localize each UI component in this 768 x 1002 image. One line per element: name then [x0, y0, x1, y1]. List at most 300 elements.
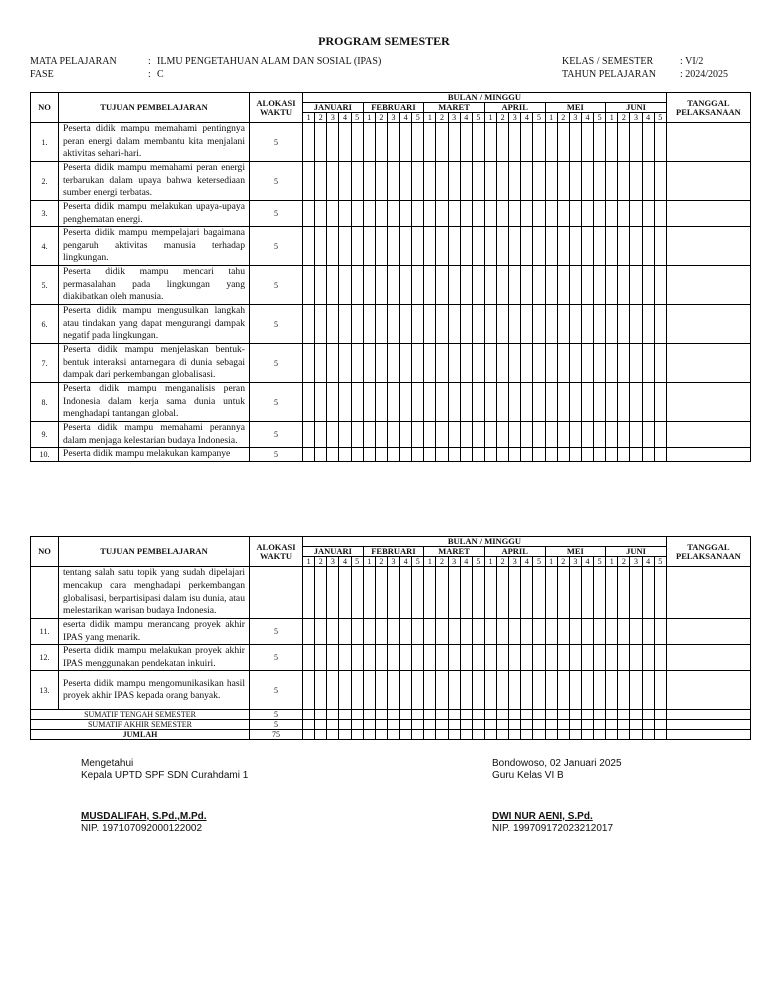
schedule-cell: [472, 422, 484, 448]
schedule-cell: [327, 305, 339, 344]
tanggal-cell: [666, 123, 750, 162]
table-row: [31, 344, 751, 383]
schedule-cell: [545, 671, 557, 710]
summary-label: SUMATIF AKHIR SEMESTER: [31, 720, 250, 730]
signature-left-name: MUSDALIFAH, S.Pd.,M.Pd.: [81, 811, 207, 822]
schedule-cell: [557, 619, 569, 645]
schedule-cell: [375, 567, 387, 619]
tujuan-text: Peserta didik mampu mencari tahu permasalahan pada lingkungan yang diakibatkan oleh manusia.: [59, 266, 250, 305]
schedule-cell: [606, 619, 618, 645]
schedule-cell: [363, 383, 375, 422]
schedule-cell: [472, 201, 484, 227]
schedule-cell: [569, 730, 581, 740]
schedule-cell: [484, 567, 496, 619]
table-row: [31, 162, 751, 201]
schedule-cell: [642, 422, 654, 448]
schedule-cell: [400, 227, 412, 266]
schedule-cell: [315, 123, 327, 162]
header-week: 5: [412, 557, 424, 567]
schedule-cell: [606, 730, 618, 740]
schedule-cell: [315, 422, 327, 448]
header-week: 2: [557, 557, 569, 567]
schedule-cell: [521, 123, 533, 162]
schedule-cell: [303, 162, 315, 201]
schedule-cell: [400, 645, 412, 671]
schedule-cell: [303, 266, 315, 305]
schedule-cell: [557, 422, 569, 448]
schedule-cell: [618, 201, 630, 227]
schedule-cell: [400, 123, 412, 162]
header-month: MARET: [424, 103, 485, 113]
schedule-cell: [424, 710, 436, 720]
header-week: 2: [436, 113, 448, 123]
schedule-cell: [472, 671, 484, 710]
schedule-cell: [642, 305, 654, 344]
schedule-cell: [606, 123, 618, 162]
schedule-cell: [363, 645, 375, 671]
schedule-cell: [472, 344, 484, 383]
schedule-cell: [327, 383, 339, 422]
schedule-cell: [594, 567, 606, 619]
schedule-cell: [436, 305, 448, 344]
header-week: 3: [509, 557, 521, 567]
schedule-cell: [630, 383, 642, 422]
schedule-cell: [375, 305, 387, 344]
alokasi-value: [250, 567, 303, 619]
schedule-cell: [497, 266, 509, 305]
schedule-cell: [339, 422, 351, 448]
schedule-cell: [606, 448, 618, 462]
table-row: [31, 227, 751, 266]
schedule-cell: [400, 671, 412, 710]
schedule-cell: [400, 567, 412, 619]
header-week: 4: [642, 113, 654, 123]
schedule-cell: [472, 383, 484, 422]
schedule-cell: [363, 162, 375, 201]
header-week: 3: [387, 113, 399, 123]
tujuan-text: eserta didik mampu merancang proyek akhir IPAS yang menarik.: [59, 619, 250, 645]
schedule-cell: [387, 383, 399, 422]
schedule-cell: [436, 619, 448, 645]
schedule-cell: [436, 162, 448, 201]
schedule-cell: [533, 710, 545, 720]
tanggal-cell: [666, 227, 750, 266]
schedule-cell: [363, 201, 375, 227]
schedule-cell: [303, 619, 315, 645]
schedule-cell: [339, 123, 351, 162]
header-bulan-minggu: BULAN / MINGGU: [303, 537, 667, 547]
fase-label: FASE: [30, 69, 54, 80]
header-week: 3: [448, 557, 460, 567]
schedule-cell: [521, 448, 533, 462]
schedule-cell: [497, 162, 509, 201]
schedule-cell: [436, 383, 448, 422]
header-week: 4: [400, 113, 412, 123]
schedule-cell: [303, 567, 315, 619]
schedule-cell: [606, 227, 618, 266]
schedule-cell: [484, 344, 496, 383]
header-month: APRIL: [484, 547, 545, 557]
schedule-cell: [363, 567, 375, 619]
schedule-cell: [606, 422, 618, 448]
alokasi-value: 5: [250, 448, 303, 462]
kelas-value: : VI/2: [680, 56, 704, 67]
schedule-cell: [533, 383, 545, 422]
header-month: JUNI: [606, 547, 667, 557]
schedule-cell: [521, 730, 533, 740]
schedule-cell: [387, 162, 399, 201]
schedule-cell: [448, 422, 460, 448]
schedule-cell: [400, 422, 412, 448]
schedule-cell: [460, 619, 472, 645]
signature-right: [492, 758, 622, 834]
schedule-cell: [412, 619, 424, 645]
schedule-cell: [303, 201, 315, 227]
schedule-cell: [533, 448, 545, 462]
schedule-cell: [484, 227, 496, 266]
schedule-cell: [387, 730, 399, 740]
schedule-cell: [654, 227, 666, 266]
info-right: [562, 55, 728, 81]
schedule-cell: [545, 201, 557, 227]
schedule-cell: [654, 201, 666, 227]
schedule-cell: [327, 671, 339, 710]
schedule-cell: [497, 305, 509, 344]
schedule-cell: [327, 448, 339, 462]
schedule-cell: [569, 305, 581, 344]
schedule-cell: [460, 720, 472, 730]
alokasi-value: 5: [250, 162, 303, 201]
header-week: 3: [630, 557, 642, 567]
schedule-cell: [630, 720, 642, 730]
schedule-cell: [484, 710, 496, 720]
alokasi-value: 5: [250, 227, 303, 266]
schedule-cell: [448, 645, 460, 671]
schedule-cell: [387, 645, 399, 671]
schedule-cell: [642, 266, 654, 305]
table-row: [31, 123, 751, 162]
schedule-cell: [327, 730, 339, 740]
header-week: 5: [412, 113, 424, 123]
signature-left-line1: Mengetahui: [81, 758, 134, 769]
schedule-cell: [630, 201, 642, 227]
schedule-cell: [448, 730, 460, 740]
schedule-cell: [363, 123, 375, 162]
header-week: 5: [654, 557, 666, 567]
schedule-cell: [533, 422, 545, 448]
schedule-cell: [400, 162, 412, 201]
schedule-cell: [581, 645, 593, 671]
signature-right-name: DWI NUR AENI, S.Pd.: [492, 811, 593, 822]
schedule-cell: [303, 671, 315, 710]
schedule-cell: [545, 567, 557, 619]
schedule-cell: [484, 730, 496, 740]
header-week: 5: [533, 557, 545, 567]
schedule-cell: [594, 619, 606, 645]
schedule-cell: [606, 266, 618, 305]
schedule-cell: [339, 344, 351, 383]
schedule-cell: [315, 720, 327, 730]
row-number: 6.: [31, 305, 59, 344]
header-week: 2: [315, 113, 327, 123]
schedule-cell: [654, 266, 666, 305]
schedule-cell: [509, 123, 521, 162]
schedule-cell: [327, 123, 339, 162]
schedule-cell: [618, 619, 630, 645]
schedule-cell: [400, 201, 412, 227]
schedule-cell: [594, 730, 606, 740]
schedule-cell: [375, 383, 387, 422]
table-row: [31, 201, 751, 227]
schedule-cell: [497, 720, 509, 730]
schedule-cell: [327, 619, 339, 645]
schedule-cell: [497, 344, 509, 383]
schedule-cell: [327, 201, 339, 227]
schedule-cell: [412, 227, 424, 266]
schedule-cell: [594, 710, 606, 720]
schedule-cell: [533, 201, 545, 227]
schedule-cell: [412, 645, 424, 671]
schedule-cell: [533, 162, 545, 201]
header-week: 5: [654, 113, 666, 123]
schedule-cell: [497, 710, 509, 720]
schedule-cell: [497, 730, 509, 740]
schedule-cell: [581, 383, 593, 422]
schedule-cell: [594, 671, 606, 710]
schedule-cell: [351, 448, 363, 462]
schedule-cell: [594, 266, 606, 305]
schedule-cell: [484, 162, 496, 201]
schedule-cell: [327, 266, 339, 305]
header-week: 1: [303, 113, 315, 123]
schedule-cell: [351, 383, 363, 422]
schedule-cell: [303, 645, 315, 671]
schedule-cell: [327, 710, 339, 720]
tanggal-cell: [666, 645, 750, 671]
schedule-cell: [339, 720, 351, 730]
schedule-cell: [484, 422, 496, 448]
schedule-cell: [448, 567, 460, 619]
schedule-cell: [400, 720, 412, 730]
header-no: NO: [31, 537, 59, 567]
schedule-cell: [460, 448, 472, 462]
schedule-cell: [387, 720, 399, 730]
schedule-cell: [521, 162, 533, 201]
schedule-cell: [436, 422, 448, 448]
header-alokasi: ALOKASI WAKTU: [250, 537, 303, 567]
fase-value: C: [157, 69, 164, 80]
schedule-cell: [545, 448, 557, 462]
tujuan-text: Peserta didik mampu memahami pentingnya peran energi dalam membantu kita menjalani aktivitas sehari-hari.: [59, 123, 250, 162]
schedule-cell: [303, 730, 315, 740]
schedule-cell: [412, 422, 424, 448]
schedule-cell: [460, 227, 472, 266]
schedule-cell: [642, 645, 654, 671]
schedule-cell: [375, 201, 387, 227]
header-month: FEBRUARI: [363, 547, 424, 557]
schedule-cell: [412, 162, 424, 201]
schedule-cell: [363, 720, 375, 730]
table-row: [31, 448, 751, 462]
schedule-cell: [363, 730, 375, 740]
schedule-cell: [569, 201, 581, 227]
schedule-cell: [545, 123, 557, 162]
schedule-cell: [545, 162, 557, 201]
schedule-cell: [642, 720, 654, 730]
schedule-cell: [375, 619, 387, 645]
schedule-cell: [569, 162, 581, 201]
info-left: MATA PELAJARAN : ILMU PENGETAHUAN ALAM DAN SOSIAL (IPAS) FASE : C: [30, 56, 382, 80]
signature-right-line1: Bondowoso, 02 Januari 2025: [492, 758, 622, 769]
schedule-cell: [363, 422, 375, 448]
header-month: JANUARI: [303, 547, 364, 557]
schedule-cell: [654, 422, 666, 448]
schedule-cell: [581, 344, 593, 383]
schedule-cell: [303, 227, 315, 266]
header-week: 1: [606, 113, 618, 123]
schedule-cell: [315, 383, 327, 422]
schedule-cell: [303, 710, 315, 720]
tahun-value: : 2024/2025: [680, 69, 729, 80]
schedule-cell: [484, 645, 496, 671]
schedule-cell: [387, 422, 399, 448]
schedule-cell: [448, 266, 460, 305]
header-week: 2: [618, 113, 630, 123]
header-alokasi: ALOKASI WAKTU: [250, 93, 303, 123]
table-row: [31, 422, 751, 448]
table-row: [31, 383, 751, 422]
row-number: 7.: [31, 344, 59, 383]
schedule-cell: [424, 383, 436, 422]
schedule-cell: [412, 730, 424, 740]
schedule-cell: [630, 227, 642, 266]
schedule-cell: [363, 344, 375, 383]
row-number: 5.: [31, 266, 59, 305]
program-table-2: [30, 536, 751, 740]
tanggal-cell: [666, 671, 750, 710]
schedule-cell: [315, 227, 327, 266]
schedule-cell: [654, 730, 666, 740]
row-number: 10.: [31, 448, 59, 462]
schedule-cell: [400, 344, 412, 383]
schedule-cell: [654, 619, 666, 645]
schedule-cell: [618, 227, 630, 266]
schedule-cell: [606, 567, 618, 619]
schedule-cell: [460, 201, 472, 227]
schedule-cell: [594, 201, 606, 227]
schedule-cell: [339, 730, 351, 740]
schedule-cell: [654, 162, 666, 201]
schedule-cell: [545, 422, 557, 448]
schedule-cell: [387, 448, 399, 462]
schedule-cell: [557, 567, 569, 619]
schedule-cell: [412, 305, 424, 344]
schedule-cell: [375, 266, 387, 305]
schedule-cell: [581, 619, 593, 645]
schedule-cell: [387, 123, 399, 162]
schedule-cell: [630, 305, 642, 344]
table-row: [31, 671, 751, 710]
schedule-cell: [484, 720, 496, 730]
header-month: JUNI: [606, 103, 667, 113]
schedule-cell: [448, 619, 460, 645]
schedule-cell: [509, 710, 521, 720]
schedule-cell: [351, 671, 363, 710]
schedule-cell: [581, 227, 593, 266]
schedule-cell: [642, 710, 654, 720]
header-week: 2: [436, 557, 448, 567]
schedule-cell: [569, 720, 581, 730]
schedule-cell: [448, 720, 460, 730]
tujuan-text: Peserta didik mampu mengusulkan langkah atau tindakan yang dapat mengurangi dampak negatif pada lingkungan.: [59, 305, 250, 344]
header-month: APRIL: [484, 103, 545, 113]
schedule-cell: [654, 123, 666, 162]
schedule-cell: [654, 448, 666, 462]
schedule-cell: [557, 730, 569, 740]
alokasi-value: 5: [250, 201, 303, 227]
schedule-cell: [363, 710, 375, 720]
schedule-cell: [497, 448, 509, 462]
schedule-cell: [315, 671, 327, 710]
program-table-1: [30, 92, 751, 462]
schedule-cell: [509, 671, 521, 710]
row-number: 13.: [31, 671, 59, 710]
header-tanggal: TANGGAL PELAKSANAAN: [666, 93, 750, 123]
header-week: 2: [557, 113, 569, 123]
schedule-cell: [533, 567, 545, 619]
schedule-cell: [327, 720, 339, 730]
schedule-cell: [375, 448, 387, 462]
schedule-cell: [545, 720, 557, 730]
schedule-cell: [448, 344, 460, 383]
table-row: [31, 619, 751, 645]
tujuan-text: Peserta didik mampu melakukan proyek akhir IPAS menggunakan pendekatan inkuiri.: [59, 645, 250, 671]
tanggal-cell: [666, 422, 750, 448]
schedule-cell: [436, 645, 448, 671]
tanggal-cell: [666, 619, 750, 645]
schedule-cell: [509, 344, 521, 383]
schedule-cell: [351, 162, 363, 201]
tanggal-cell: [666, 710, 750, 720]
tanggal-cell: [666, 383, 750, 422]
kelas-label: KELAS / SEMESTER: [562, 56, 654, 67]
schedule-cell: [594, 720, 606, 730]
schedule-cell: [642, 162, 654, 201]
schedule-cell: [630, 567, 642, 619]
schedule-cell: [387, 227, 399, 266]
summary-row: [31, 710, 751, 720]
schedule-cell: [424, 305, 436, 344]
table-row: [31, 266, 751, 305]
alokasi-value: 5: [250, 619, 303, 645]
alokasi-value: 5: [250, 383, 303, 422]
schedule-cell: [642, 344, 654, 383]
schedule-cell: [400, 266, 412, 305]
schedule-cell: [387, 567, 399, 619]
schedule-cell: [387, 619, 399, 645]
schedule-cell: [375, 710, 387, 720]
schedule-cell: [606, 671, 618, 710]
schedule-cell: [642, 730, 654, 740]
schedule-cell: [351, 710, 363, 720]
schedule-cell: [618, 344, 630, 383]
header-week: 3: [387, 557, 399, 567]
schedule-cell: [533, 645, 545, 671]
schedule-cell: [618, 383, 630, 422]
header-tujuan: TUJUAN PEMBELAJARAN: [59, 537, 250, 567]
schedule-cell: [448, 671, 460, 710]
schedule-cell: [521, 266, 533, 305]
